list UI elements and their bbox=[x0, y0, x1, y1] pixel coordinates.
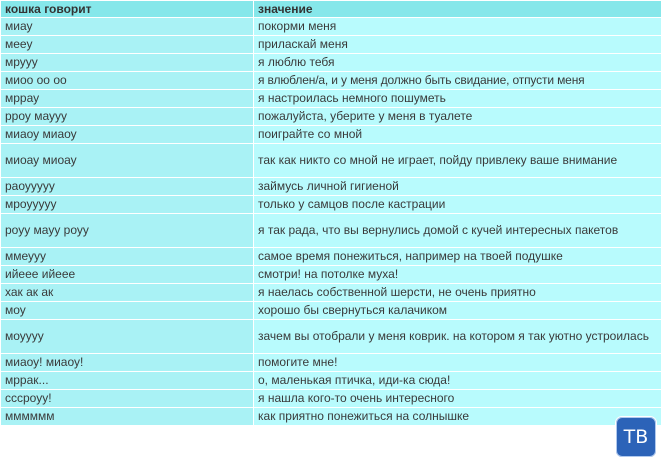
cat-sound-cell: мроууууу bbox=[1, 196, 254, 214]
cat-sound-cell: роуу мауу роуу bbox=[1, 214, 254, 248]
cat-sound-cell: миаоу! миаоу! bbox=[1, 354, 254, 372]
table-row bbox=[1, 126, 662, 144]
column-header-meaning: значение bbox=[254, 1, 662, 18]
meaning-cell: пожалуйста, уберите у меня в туалете bbox=[254, 108, 662, 126]
table-row bbox=[1, 266, 662, 284]
table-row bbox=[1, 108, 662, 126]
table-row bbox=[1, 72, 662, 90]
table-row bbox=[1, 390, 662, 408]
watermark-logo: ТВ bbox=[615, 416, 657, 458]
table-row bbox=[1, 214, 662, 248]
cat-sound-cell: ийеее ийеее bbox=[1, 266, 254, 284]
meaning-cell: я влюблен/а, и у меня должно быть свидание, отпусти меня bbox=[254, 72, 662, 90]
cat-sound-cell: сссроуу! bbox=[1, 390, 254, 408]
table-row bbox=[1, 320, 662, 354]
meaning-cell: приласкай меня bbox=[254, 36, 662, 54]
cat-sound-cell: рроу маууу bbox=[1, 108, 254, 126]
cat-sound-cell: миаоу миаоу bbox=[1, 126, 254, 144]
meaning-cell: я нашла кого-то очень интересного bbox=[254, 390, 662, 408]
column-header-cat-says: кошка говорит bbox=[1, 1, 254, 18]
meaning-cell: поиграйте со мной bbox=[254, 126, 662, 144]
meaning-cell: самое время понежиться, например на твоей подушке bbox=[254, 248, 662, 266]
cat-sound-cell: хак ак ак bbox=[1, 284, 254, 302]
meaning-cell: помогите мне! bbox=[254, 354, 662, 372]
cat-sound-cell: моу bbox=[1, 302, 254, 320]
cat-sound-cell: мееу bbox=[1, 36, 254, 54]
table-row bbox=[1, 90, 662, 108]
meaning-cell: так как никто со мной не играет, пойду привлеку ваше внимание bbox=[254, 144, 662, 178]
table-row bbox=[1, 144, 662, 178]
meaning-cell: покорми меня bbox=[254, 18, 662, 36]
table-row bbox=[1, 196, 662, 214]
cat-sound-cell: мммммм bbox=[1, 408, 254, 426]
header-row bbox=[1, 1, 662, 18]
table-row bbox=[1, 248, 662, 266]
table-row bbox=[1, 408, 662, 426]
meaning-cell: хорошо бы свернуться калачиком bbox=[254, 302, 662, 320]
cat-sound-cell: миоау миоау bbox=[1, 144, 254, 178]
cat-sound-cell: моуууу bbox=[1, 320, 254, 354]
meaning-cell: зачем вы отобрали у меня коврик. на котором я так уютно устроилась bbox=[254, 320, 662, 354]
meaning-cell: о, маленькая птичка, иди-ка сюда! bbox=[254, 372, 662, 390]
table-row bbox=[1, 354, 662, 372]
meaning-cell: как приятно понежиться на солнышке bbox=[254, 408, 662, 426]
table-row bbox=[1, 372, 662, 390]
table-row bbox=[1, 284, 662, 302]
table-row bbox=[1, 36, 662, 54]
cat-sound-cell: раоууууу bbox=[1, 178, 254, 196]
table-row bbox=[1, 54, 662, 72]
table-row bbox=[1, 178, 662, 196]
table-row bbox=[1, 302, 662, 320]
meaning-cell: смотри! на потолке муха! bbox=[254, 266, 662, 284]
cat-sound-cell: мррак... bbox=[1, 372, 254, 390]
cat-sound-cell: миоо оо оо bbox=[1, 72, 254, 90]
meaning-cell: я люблю тебя bbox=[254, 54, 662, 72]
cat-sound-cell: ммеууу bbox=[1, 248, 254, 266]
meaning-cell: я так рада, что вы вернулись домой с кучей интересных пакетов bbox=[254, 214, 662, 248]
cat-sound-cell: мррау bbox=[1, 90, 254, 108]
meaning-cell: я настроилась немного пошуметь bbox=[254, 90, 662, 108]
table-row bbox=[1, 18, 662, 36]
cat-sound-cell: миау bbox=[1, 18, 254, 36]
meaning-cell: только у самцов после кастрации bbox=[254, 196, 662, 214]
meaning-cell: я наелась собственной шерсти, не очень приятно bbox=[254, 284, 662, 302]
cat-sound-cell: мрууу bbox=[1, 54, 254, 72]
meaning-cell: займусь личной гигиеной bbox=[254, 178, 662, 196]
